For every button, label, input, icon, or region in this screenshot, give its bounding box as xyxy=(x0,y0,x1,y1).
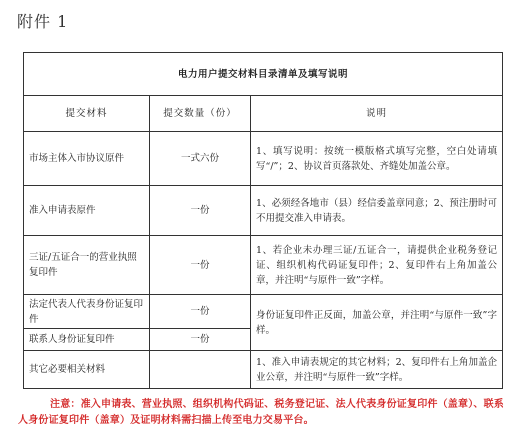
cell-quantity: 一份 xyxy=(150,236,251,295)
cell-material: 联系人身份证复印件 xyxy=(24,329,150,351)
table-row xyxy=(24,295,503,329)
materials-table xyxy=(23,52,503,389)
cell-material: 市场主体入市协议原件 xyxy=(24,132,150,186)
note-text: 注意：准入申请表、营业执照、组织机构代码证、税务登记证、法人代表身份证复印件（盖章）、联系人身份证复印件（盖章）及证明材料需扫描上传至电力交易平台。 xyxy=(18,399,504,426)
cell-description: 1、若企业未办理三证/五证合一，请提供企业税务登记证、组织机构代码证复印件；2、复印件右上角加盖公章，并注明“与原件一致”字样。 xyxy=(251,236,503,295)
cell-quantity: 一份 xyxy=(150,295,251,329)
cell-description: 1、填写说明：按统一模版格式填写完整，空白处请填写“/”；2、协议首页落款处、齐缝处加盖公章。 xyxy=(251,132,503,186)
cell-material: 其它必要相关材料 xyxy=(24,351,150,389)
cell-quantity: 一份 xyxy=(150,329,251,351)
cell-quantity xyxy=(150,351,251,389)
header-description: 说明 xyxy=(251,96,503,132)
cell-description: 1、准入申请表规定的其它材料；2、复印件右上角加盖企业公章，并注明“与原件一致”字样。 xyxy=(251,351,503,389)
table-row xyxy=(24,186,503,236)
cell-material: 三证/五证合一的营业执照复印件 xyxy=(24,236,150,295)
table-header-row xyxy=(24,96,503,132)
table-row xyxy=(24,236,503,295)
table-row xyxy=(24,132,503,186)
header-quantity: 提交数量（份） xyxy=(150,96,251,132)
cell-material: 法定代表人代表身份证复印件 xyxy=(24,295,150,329)
table-title: 电力用户提交材料目录清单及填写说明 xyxy=(24,53,503,96)
attachment-label: 附件 1 xyxy=(17,12,69,31)
cell-material: 准入申请表原件 xyxy=(24,186,150,236)
table-title-row xyxy=(24,53,503,96)
cell-quantity: 一份 xyxy=(150,186,251,236)
table-row xyxy=(24,351,503,389)
cell-description: 身份证复印件正反面，加盖公章，并注明“与原件一致”字样。 xyxy=(251,295,503,351)
cell-quantity: 一式六份 xyxy=(150,132,251,186)
header-material: 提交材料 xyxy=(24,96,150,132)
cell-description: 1、必须经各地市（县）经信委盖章同意；2、预注册时可不用提交准入申请表。 xyxy=(251,186,503,236)
